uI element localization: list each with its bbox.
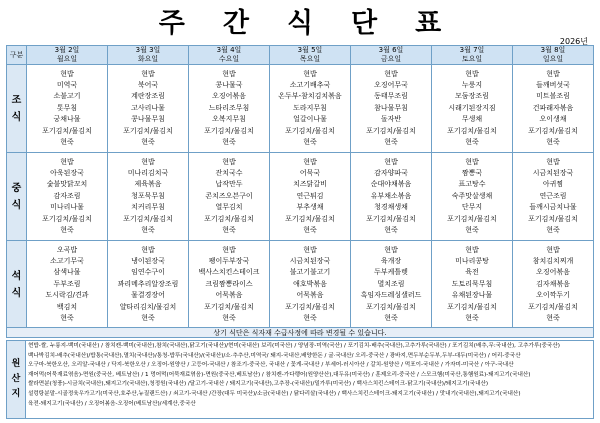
menu-item: 현밥 bbox=[303, 157, 317, 166]
menu-item: 포기김치/물김치 bbox=[285, 302, 335, 311]
menu-item: 콘치즈오븐구이 bbox=[205, 191, 253, 200]
menu-item: 톳무침 bbox=[56, 103, 78, 112]
menu-item: 오징어무국 bbox=[374, 81, 408, 90]
day-weekday: 월요일 bbox=[56, 55, 78, 63]
meal-cell bbox=[513, 241, 594, 329]
origin-line: 오구마-북한오산, 오리알-국내산 / 닥지-북한오산 / 오징어-원양산 / 고등어-국내산 / 참조기-중국산, 국내산 / 꽃게-국내산 / 부세어-러시아산 / 갈치-원양산 / 먹포이-국내산 / 가자미-미국산 / 아구-국내산 bbox=[28, 362, 514, 369]
menu-item: 현죽 bbox=[303, 225, 317, 234]
menu-item: 포기김치/물김치 bbox=[528, 302, 578, 311]
menu-item: 오이깍두기 bbox=[536, 291, 570, 300]
menu-item: 소불고기 bbox=[53, 92, 81, 101]
menu-item: 두부케틀렛 bbox=[374, 268, 408, 277]
menu-table bbox=[6, 45, 594, 329]
day-date: 3월 4일 bbox=[216, 46, 242, 54]
meal-cell bbox=[27, 241, 108, 329]
meal-cell bbox=[189, 241, 270, 329]
menu-item: 포기김치/물김치 bbox=[528, 214, 578, 223]
menu-item: 현밥 bbox=[546, 69, 560, 78]
title-char: 간 bbox=[222, 7, 249, 39]
menu-item: 고사리나물 bbox=[131, 103, 165, 112]
menu-item: 미역국 bbox=[56, 81, 78, 90]
meal-cell bbox=[189, 65, 270, 153]
meal-cell bbox=[108, 241, 189, 329]
menu-item: 오징어볶음 bbox=[536, 268, 570, 277]
menu-item: 동태무조림 bbox=[374, 92, 408, 101]
menu-item: 도라지무침 bbox=[293, 103, 327, 112]
menu-item: 시래기된장지짐 bbox=[448, 103, 496, 112]
day-weekday: 일요일 bbox=[542, 55, 564, 63]
menu-item: 포기김치/물김치 bbox=[123, 126, 173, 135]
meal-cell bbox=[513, 153, 594, 241]
meal-label-char: 조 bbox=[11, 94, 22, 106]
menu-item: 현죽 bbox=[222, 313, 236, 322]
menu-item: 포기김치/물김치 bbox=[123, 214, 173, 223]
menu-item: 미나리김치국 bbox=[127, 169, 169, 178]
menu-item: 포기김치/물김치 bbox=[204, 214, 254, 223]
origin-label-char: 산 bbox=[11, 374, 21, 384]
menu-item: 현밥 bbox=[465, 245, 479, 254]
menu-item: 참치김치찌개 bbox=[532, 257, 574, 266]
menu-item: 미트볼조림 bbox=[536, 92, 570, 101]
day-date: 3월 2일 bbox=[54, 46, 80, 54]
menu-item: 육전 bbox=[465, 268, 479, 277]
menu-item: 연근튀김 bbox=[296, 191, 324, 200]
day-date: 3월 7일 bbox=[459, 46, 485, 54]
menu-item: 현밥 bbox=[141, 157, 155, 166]
menu-item: 건파래자볶음 bbox=[532, 103, 574, 112]
day-weekday: 금요일 bbox=[380, 55, 402, 63]
menu-item: 현죽 bbox=[465, 225, 479, 234]
menu-item: 열무김치 bbox=[215, 203, 243, 212]
menu-item: 포기김치/물김치 bbox=[42, 126, 92, 135]
menu-item: 애호박볶음 bbox=[293, 279, 327, 288]
menu-item: 포기김치/물김치 bbox=[204, 126, 254, 135]
origin-lines bbox=[26, 341, 593, 418]
menu-item: 포기김치/물김치 bbox=[285, 126, 335, 135]
menu-item: 콩나물무침 bbox=[131, 115, 165, 124]
menu-item: 짬뽕국 bbox=[461, 169, 483, 178]
menu-item: 현밥 bbox=[222, 157, 236, 166]
menu-item: 치즈닭갈비 bbox=[293, 180, 327, 189]
day-date: 3월 8일 bbox=[540, 46, 566, 54]
menu-item: 부추생채 bbox=[296, 203, 324, 212]
menu-item: 포기김치/물김치 bbox=[204, 302, 254, 311]
menu-item: 어묵볶음 bbox=[215, 291, 243, 300]
menu-item: 포기김치/물김치 bbox=[447, 214, 497, 223]
meal-cell bbox=[513, 65, 594, 153]
menu-item: 청포묵무침 bbox=[131, 191, 165, 200]
menu-item: 얄타리김치/물김치 bbox=[119, 302, 177, 311]
corner-label: 구분 bbox=[7, 46, 27, 65]
menu-item: 포기김치/물김치 bbox=[366, 214, 416, 223]
menu-item: 미나리콩탕 bbox=[455, 257, 489, 266]
page-title bbox=[0, 3, 600, 37]
menu-item: 꽈리메추리알장조림 bbox=[117, 279, 179, 288]
origin-line: 백나박김치-배추(국내산)/밥통(국내산),멸치(국내산)/통청-밥뚜(국내산)/(국내산)/소·추추산,미역국/ 돼지-국내산,배양한돈 / 굴·국내산/ 오리-중국산 / 광바지,면두부순두부,두부-대두(미국산) / 어리-중국산 bbox=[28, 352, 521, 359]
meal-cell bbox=[351, 241, 432, 329]
menu-item: 포기김치/물김치 bbox=[528, 126, 578, 135]
day-header bbox=[27, 46, 108, 65]
menu-item: 김자채볶음 bbox=[536, 279, 570, 288]
menu-item: 포기김치/물김치 bbox=[285, 214, 335, 223]
year-label: 2026년 bbox=[559, 37, 588, 46]
menu-item: 현죽 bbox=[141, 313, 155, 322]
menu-item: 얼갈이나물 bbox=[293, 115, 327, 124]
menu-item: 들깨시금치나물 bbox=[529, 203, 577, 212]
meal-row bbox=[7, 153, 594, 241]
menu-item: 현밥 bbox=[60, 157, 74, 166]
meal-label-char: 석 bbox=[11, 270, 22, 282]
menu-item: 무생채 bbox=[461, 115, 483, 124]
day-date: 3월 6일 bbox=[378, 46, 404, 54]
meal-label bbox=[7, 65, 27, 153]
menu-item: 아욱된장국 bbox=[50, 169, 84, 178]
menu-item: 제육볶음 bbox=[134, 180, 162, 189]
menu-item: 현밥 bbox=[546, 157, 560, 166]
menu-item: 어묵국 bbox=[299, 169, 321, 178]
menu-item: 삼색나물 bbox=[53, 268, 81, 277]
menu-item: 백사스치킨스테이크 bbox=[198, 268, 260, 277]
menu-item: 치커리무침 bbox=[131, 203, 165, 212]
origin-line: 쌀라면분(청풍)-시금치(국내산),돼지고기(국내산),청정원(국내산) /달고기-국내산 / 돼지고기(국내산),고추장-(국내산)/밀가루(미국산) / 백사스치킨스테이크-닭고기(국내산)/돼지고기(국내산) bbox=[28, 381, 489, 388]
menu-item: 현밥 bbox=[141, 245, 155, 254]
day-header bbox=[108, 46, 189, 65]
origin-label bbox=[7, 341, 26, 418]
meal-cell bbox=[432, 241, 513, 329]
menu-item: 냉이된장국 bbox=[131, 257, 165, 266]
meal-label bbox=[7, 241, 27, 329]
menu-item: 들깨버섯국 bbox=[536, 81, 570, 90]
meal-label bbox=[7, 153, 27, 241]
menu-item: 현죽 bbox=[384, 137, 398, 146]
menu-item: 포기김치/물김치 bbox=[447, 126, 497, 135]
menu-item: 포기김치/물김치 bbox=[447, 302, 497, 311]
menu-item: 돌자반 bbox=[380, 115, 402, 124]
meal-cell bbox=[351, 65, 432, 153]
origin-line: 재어먹(어묵재료엮음)-면원(중국산, 베트남산) / 1 멍어먹(어묵재료엮음)-면원(중국산,베트남산) / 참치캔-가다랭어(원양산산),대두유(미국산) / 훈제오리-중국산 / 스모크햄(미국산,통햄원료)-돼지고기(국내산) bbox=[28, 371, 531, 378]
menu-item: 불고기불고기 bbox=[289, 268, 331, 277]
meal-cell bbox=[108, 65, 189, 153]
menu-item: 현밥 bbox=[222, 69, 236, 78]
menu-item: 순대야채볶음 bbox=[370, 180, 412, 189]
title-char: 식 bbox=[286, 7, 314, 39]
menu-item: 현죽 bbox=[60, 225, 74, 234]
menu-item: 숙주맛살생채 bbox=[451, 191, 493, 200]
menu-item: 현죽 bbox=[60, 313, 74, 322]
meal-cell bbox=[351, 153, 432, 241]
meal-cell bbox=[189, 153, 270, 241]
menu-item: 온두부-참치김치볶음 bbox=[278, 92, 342, 101]
menu-item: 현죽 bbox=[546, 137, 560, 146]
notice-banner: 상기 식단은 식자재 수급사정에 따라 변경될 수 있습니다. bbox=[6, 327, 594, 338]
menu-item: 소고기배추국 bbox=[289, 81, 331, 90]
meal-cell bbox=[270, 241, 351, 329]
meal-row bbox=[7, 241, 594, 329]
day-weekday: 목요일 bbox=[299, 55, 321, 63]
meal-label-char: 중 bbox=[11, 182, 22, 194]
menu-item: 현죽 bbox=[303, 313, 317, 322]
menu-item: 팽이두부장국 bbox=[208, 257, 250, 266]
menu-item: 오곡밥 bbox=[56, 245, 78, 254]
meal-cell bbox=[270, 153, 351, 241]
menu-item: 소고기무국 bbox=[50, 257, 84, 266]
menu-item: 참나물무침 bbox=[374, 103, 408, 112]
meal-label-char: 식 bbox=[11, 199, 22, 211]
menu-item: 현죽 bbox=[384, 313, 398, 322]
day-weekday: 수요일 bbox=[218, 55, 240, 63]
meal-label-char: 식 bbox=[11, 111, 22, 123]
day-weekday: 화요일 bbox=[137, 55, 159, 63]
menu-item: 흑임자드레싱샐러드 bbox=[360, 291, 422, 300]
menu-item: 현죽 bbox=[465, 313, 479, 322]
meal-cell bbox=[270, 65, 351, 153]
menu-item: 계란장조림 bbox=[131, 92, 165, 101]
origin-label-char: 원 bbox=[11, 359, 21, 369]
menu-item: 백김치 bbox=[56, 302, 78, 311]
menu-item: 멸치조림 bbox=[377, 279, 405, 288]
menu-item: 청경채생채 bbox=[374, 203, 408, 212]
menu-item: 현밥 bbox=[465, 69, 479, 78]
menu-item: 현죽 bbox=[222, 137, 236, 146]
title-char: 단 bbox=[351, 7, 378, 39]
menu-item: 단무지 bbox=[461, 203, 483, 212]
menu-item: 감자양파국 bbox=[374, 169, 408, 178]
menu-item: 잔치국수 bbox=[215, 169, 243, 178]
menu-item: 오복지무침 bbox=[212, 115, 246, 124]
menu-item: 현밥 bbox=[60, 69, 74, 78]
day-date: 3월 3일 bbox=[135, 46, 161, 54]
menu-item: 오징어볶음 bbox=[212, 92, 246, 101]
origin-section bbox=[6, 340, 594, 419]
menu-item: 유부채소볶음 bbox=[370, 191, 412, 200]
meal-cell bbox=[108, 153, 189, 241]
menu-item: 현밥 bbox=[384, 245, 398, 254]
menu-item: 크림짬뽕라이스 bbox=[205, 279, 253, 288]
meal-cell bbox=[432, 153, 513, 241]
menu-item: 물결경장어 bbox=[131, 291, 165, 300]
day-date: 3월 5일 bbox=[297, 46, 323, 54]
menu-item: 납작만두 bbox=[215, 180, 243, 189]
menu-item: 포기김치/물김치 bbox=[42, 214, 92, 223]
day-header bbox=[189, 46, 270, 65]
menu-item: 시금치된장국 bbox=[532, 169, 574, 178]
menu-item: 두부조림 bbox=[53, 279, 81, 288]
origin-line: 설렁탕분말-시골정육우가고기(미국산,호주산,뉴질랜드산) / 쇠고기-국내산 /간장(대두 미국산)/소금(국내산) / 닭다리살(국내산) / 백사스치킨스테이크-돼지고기(국내산) / 맛내기(국내산),돼지고기(국내산) bbox=[28, 390, 521, 397]
menu-item: 현죽 bbox=[60, 137, 74, 146]
menu-item: 육개장 bbox=[380, 257, 402, 266]
day-weekday: 토요일 bbox=[461, 55, 483, 63]
menu-item: 시금치된장국 bbox=[289, 257, 331, 266]
menu-item: 현밥 bbox=[141, 69, 155, 78]
menu-item: 현밥 bbox=[465, 157, 479, 166]
menu-item: 현죽 bbox=[303, 137, 317, 146]
menu-item: 현죽 bbox=[141, 137, 155, 146]
menu-item: 현밥 bbox=[303, 69, 317, 78]
menu-item: 어묵볶음 bbox=[296, 291, 324, 300]
menu-item: 현밥 bbox=[303, 245, 317, 254]
origin-label-char: 지 bbox=[11, 389, 21, 399]
menu-item: 아귀찜 bbox=[542, 180, 564, 189]
menu-item: 현죽 bbox=[465, 137, 479, 146]
meal-cell bbox=[27, 65, 108, 153]
menu-item: 포기김치/물김치 bbox=[366, 126, 416, 135]
menu-item: 감자조림 bbox=[53, 191, 81, 200]
menu-item: 유채된장나물 bbox=[451, 291, 493, 300]
meal-cell bbox=[27, 153, 108, 241]
menu-item: 현죽 bbox=[384, 225, 398, 234]
title-char: 표 bbox=[415, 7, 442, 39]
menu-item: 북어국 bbox=[137, 81, 159, 90]
day-header bbox=[351, 46, 432, 65]
meal-cell bbox=[432, 65, 513, 153]
menu-item: 임연수구이 bbox=[131, 268, 165, 277]
origin-line: 육전-돼지고기(국내산) / 오징어볶음-오징어(베트남산)/세계산,중국산 bbox=[28, 400, 196, 407]
menu-item: 오이생채 bbox=[539, 115, 567, 124]
meal-row bbox=[7, 65, 594, 153]
menu-item: 연근조림 bbox=[539, 191, 567, 200]
menu-item: 느타리조무침 bbox=[208, 103, 250, 112]
menu-item: 모둠장조림 bbox=[455, 92, 489, 101]
menu-item: 포기김치/물김치 bbox=[366, 302, 416, 311]
menu-item: 콩나물국 bbox=[215, 81, 243, 90]
day-header bbox=[270, 46, 351, 65]
menu-item: 현밥 bbox=[546, 245, 560, 254]
meal-label-char: 식 bbox=[11, 287, 22, 299]
menu-item: 표고탕수 bbox=[458, 180, 486, 189]
origin-line: 현밥-쌀, 누룽지-백미(국내산) / 참치캔-백미(국내산),참치(국내산),닭고기(국내산)/현미(국내산) 보리(미국산) / 양념장-미역(국산) / 포기김치-배추(국내산),고추가루(국내산) / 포기김치(배추,무:국내산), 고추가루(중국산) bbox=[28, 343, 560, 349]
menu-item: 현밥 bbox=[222, 245, 236, 254]
menu-item: 현죽 bbox=[222, 225, 236, 234]
day-header-row bbox=[7, 46, 594, 65]
menu-item: 미나리나물 bbox=[50, 203, 84, 212]
menu-item: 도토리묵무침 bbox=[451, 279, 493, 288]
menu-item: 도시락김/견과 bbox=[45, 291, 89, 300]
menu-item: 현밥 bbox=[384, 157, 398, 166]
menu-item: 현밥 bbox=[384, 69, 398, 78]
day-header bbox=[432, 46, 513, 65]
day-header bbox=[513, 46, 594, 65]
menu-item: 현죽 bbox=[141, 225, 155, 234]
menu-item: 현죽 bbox=[546, 313, 560, 322]
menu-item: 숯불맛닭꼬치 bbox=[46, 180, 88, 189]
title-char: 주 bbox=[158, 7, 185, 39]
menu-item: 현죽 bbox=[546, 225, 560, 234]
menu-item: 궁채나물 bbox=[53, 115, 81, 124]
menu-item: 누룽지 bbox=[461, 81, 483, 90]
